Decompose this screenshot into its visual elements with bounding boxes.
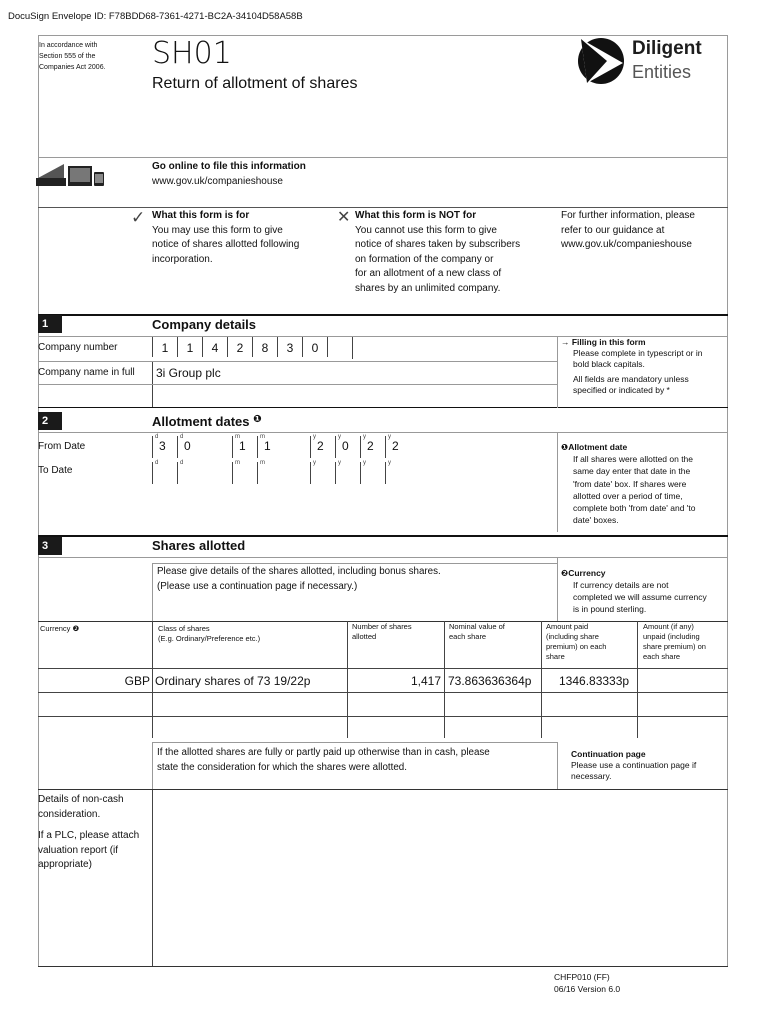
section-3-number: 3 [38,537,62,555]
col-header-unpaid: Amount (if any) unpaid (including share premium) on each share [643,622,706,661]
col-header-currency: Currency ❷ [40,624,80,633]
from-date-label: From Date [38,441,86,452]
further-info-url[interactable]: www.gov.uk/companieshouse [561,239,692,250]
from-date-box[interactable]: y 0 [335,436,359,458]
for-text: You may use this form to give notice of shares allotted following incorporation. [152,224,300,265]
section-1-title: Company details [152,317,257,332]
note-1-marker-icon: ❶ [253,414,262,425]
section-2-number: 2 [38,412,62,430]
to-date-box[interactable]: d [177,462,201,484]
row-paid[interactable] [543,695,635,713]
to-date-label: To Date [38,465,73,476]
to-date-box[interactable]: m [232,462,256,484]
diligent-logo-icon [577,37,625,85]
row-class[interactable] [155,695,345,713]
company-number-label: Company number [38,342,118,353]
row-class[interactable]: Ordinary shares of 73 19/22p [155,674,311,688]
allotment-date-note: ❶Allotment date If all shares were allotted on the same day enter that date in the 'from date' box. If shares were allotted over a period of time, complete both 'from date' and 'to date' boxes. [561,442,696,526]
brand-subname: Entities [632,62,692,82]
not-for-title: What this form is NOT for [355,210,477,221]
row-paid[interactable] [543,719,635,737]
section-2-title: Allotment dates $^❶$ [152,414,262,429]
to-date-box[interactable]: y [310,462,334,484]
checkmark-icon: ✓ [131,208,146,227]
from-date-field[interactable] [152,436,412,458]
col-header-number: Number of shares allotted [352,622,412,641]
section-1-number: 1 [38,315,62,333]
row-paid[interactable]: 1346.83333p [559,674,630,688]
company-name-field-line2[interactable] [152,385,558,407]
currency-note: ❷Currency If currency details are not completed we will assume currency is in pound sterling. [561,568,707,614]
form-footer [554,971,620,995]
not-for-text: You cannot use this form to give notice of shares taken by subscribers on formation of the company or for an allotment of a new class of shares by an unlimited company. [355,224,521,294]
from-date-box[interactable]: d 3 [152,436,176,458]
row-class[interactable] [155,719,345,737]
continuation-note: Continuation page Please use a continuation page if necessary. [571,749,697,781]
form-title: Return of allotment of shares [152,75,358,92]
col-header-paid: Amount paid (including share premium) on each share [546,622,607,661]
further-info: For further information, please refer to our guidance at www.gov.uk/companieshouse [561,209,695,253]
to-date-box[interactable]: d [152,462,176,484]
footer-version: 06/16 Version 6.0 [554,984,621,994]
company-number-digit[interactable]: 1 [152,337,177,357]
row-currency[interactable] [40,695,150,713]
plc-label: If a PLC, please attach valuation report (if appropriate) [38,830,140,870]
from-date-box[interactable]: m 1 [257,436,281,458]
to-date-box[interactable]: y [385,462,409,484]
from-date-box[interactable]: y 2 [385,436,409,458]
from-date-box[interactable]: d 0 [177,436,201,458]
company-number-digit[interactable]: 8 [252,337,277,357]
shares-intro: Please give details of the shares allotted, including bonus shares. (Please use a continuation page if necessary.) [157,566,441,592]
accordance-note: In accordance with Section 555 of the Companies Act 2006. [39,42,106,71]
footer-code: CHFP010 (FF) [554,972,610,982]
to-date-field[interactable] [152,462,412,484]
company-name-label: Company name in full [38,367,135,378]
company-number-digit[interactable] [327,337,352,357]
row-nominal[interactable]: 73.863636364p [448,674,532,688]
row-number[interactable]: 1,417 [410,674,441,688]
noncash-consideration-field[interactable] [152,790,728,966]
company-number-digit[interactable]: 1 [177,337,202,357]
online-url[interactable]: www.gov.uk/companieshouse [152,176,283,187]
to-date-box[interactable]: y [360,462,384,484]
company-number-field[interactable] [152,337,353,359]
to-date-box[interactable]: y [335,462,359,484]
row-currency[interactable] [40,719,150,737]
company-number-digit[interactable]: 2 [227,337,252,357]
cross-icon: ✕ [337,209,351,226]
from-date-box[interactable]: m 1 [232,436,256,458]
noncash-label: Details of non-cash consideration. [38,794,124,820]
to-date-box[interactable]: m [257,462,281,484]
company-number-digit[interactable]: 0 [302,337,327,357]
company-name-field[interactable] [152,362,558,384]
filling-note: → Filling in this form Please complete in typescript or in bold black capitals. All fields are mandatory unless specified or indicated by * [561,337,703,395]
docusign-envelope-id: DocuSign Envelope ID: F78BDD68-7361-4271-BC2A-34104D58A58B [8,11,303,22]
col-header-class: Class of shares (E.g. Ordinary/Preference etc.) [158,624,261,643]
company-number-digit[interactable]: 4 [202,337,227,357]
online-title: Go online to file this information [152,161,306,172]
row-unpaid[interactable] [640,695,726,713]
company-name-value: 3i Group plc [156,366,221,380]
row-number[interactable] [349,695,441,713]
row-currency[interactable]: GBP [124,674,150,688]
col-header-nominal: Nominal value of each share [449,622,505,641]
brand-name: Diligent [632,38,702,59]
company-number-digit[interactable]: 3 [277,337,302,357]
row-nominal[interactable] [446,695,538,713]
from-date-box[interactable]: y 2 [310,436,334,458]
form-code: SH01 [152,36,232,71]
for-title: What this form is for [152,210,250,221]
consideration-text: If the allotted shares are fully or partly paid up otherwise than in cash, please state the consideration for which the shares were allotted. [157,747,490,773]
from-date-box[interactable]: y 2 [360,436,384,458]
row-number[interactable] [349,719,441,737]
row-unpaid[interactable] [640,719,726,737]
section-3-title: Shares allotted [152,538,246,553]
computer-devices-icon [36,160,106,188]
row-nominal[interactable] [446,719,538,737]
